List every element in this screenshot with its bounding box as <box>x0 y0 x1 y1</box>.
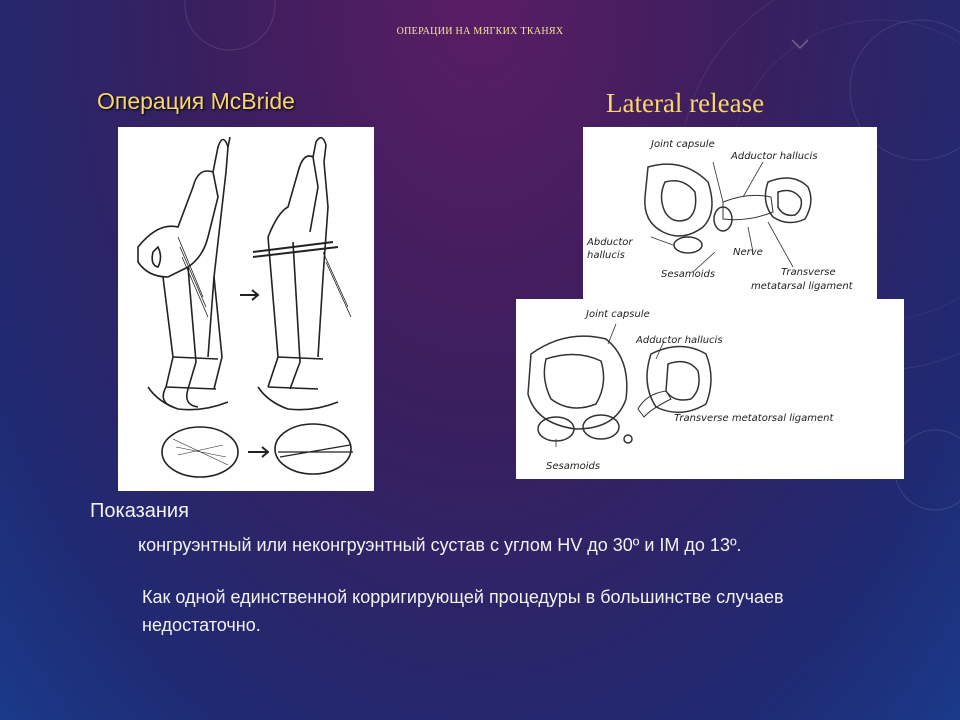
label-nerve-top: Nerve <box>733 247 763 258</box>
indications-heading: Показания <box>90 500 189 522</box>
label-adductor-hallucis-top: Adductor hallucis <box>731 151 818 162</box>
indications-paragraph-1: конгруэнтный или неконгруэнтный сустав с углом HV до 30º и IM до 13º. <box>138 535 742 555</box>
indications-paragraph-2: Как одной единственной корригирующей процедуры в большинстве случаев недостаточно. <box>142 587 784 635</box>
label-joint-capsule-bottom: Joint capsule <box>586 309 650 320</box>
indications-text <box>90 500 910 639</box>
mcbride-illustration <box>118 127 374 491</box>
label-abductor-top-1: Abductor <box>587 237 633 248</box>
lateral-release-diagram-bottom <box>516 299 904 479</box>
slide-header: ОПЕРАЦИИ НА МЯГКИХ ТКАНЯХ <box>396 26 564 37</box>
label-transverse-top-2: metatarsal ligament <box>751 281 853 292</box>
label-transverse-top-1: Transverse <box>781 267 836 278</box>
label-abductor-top-2: hallucis <box>587 250 625 261</box>
label-sesamoids-bottom: Sesamoids <box>546 461 601 472</box>
label-sesamoids-top: Sesamoids <box>661 269 716 280</box>
lateral-release-title: Lateral release <box>606 88 765 118</box>
label-transverse-bottom: Transverse metatorsal ligament <box>674 413 834 424</box>
label-adductor-hallucis-bottom: Adductor hallucis <box>636 335 723 346</box>
lateral-release-diagram-top <box>583 127 877 299</box>
mcbride-title: Операция McBride <box>97 88 295 114</box>
label-joint-capsule-top: Joint capsule <box>651 139 715 150</box>
